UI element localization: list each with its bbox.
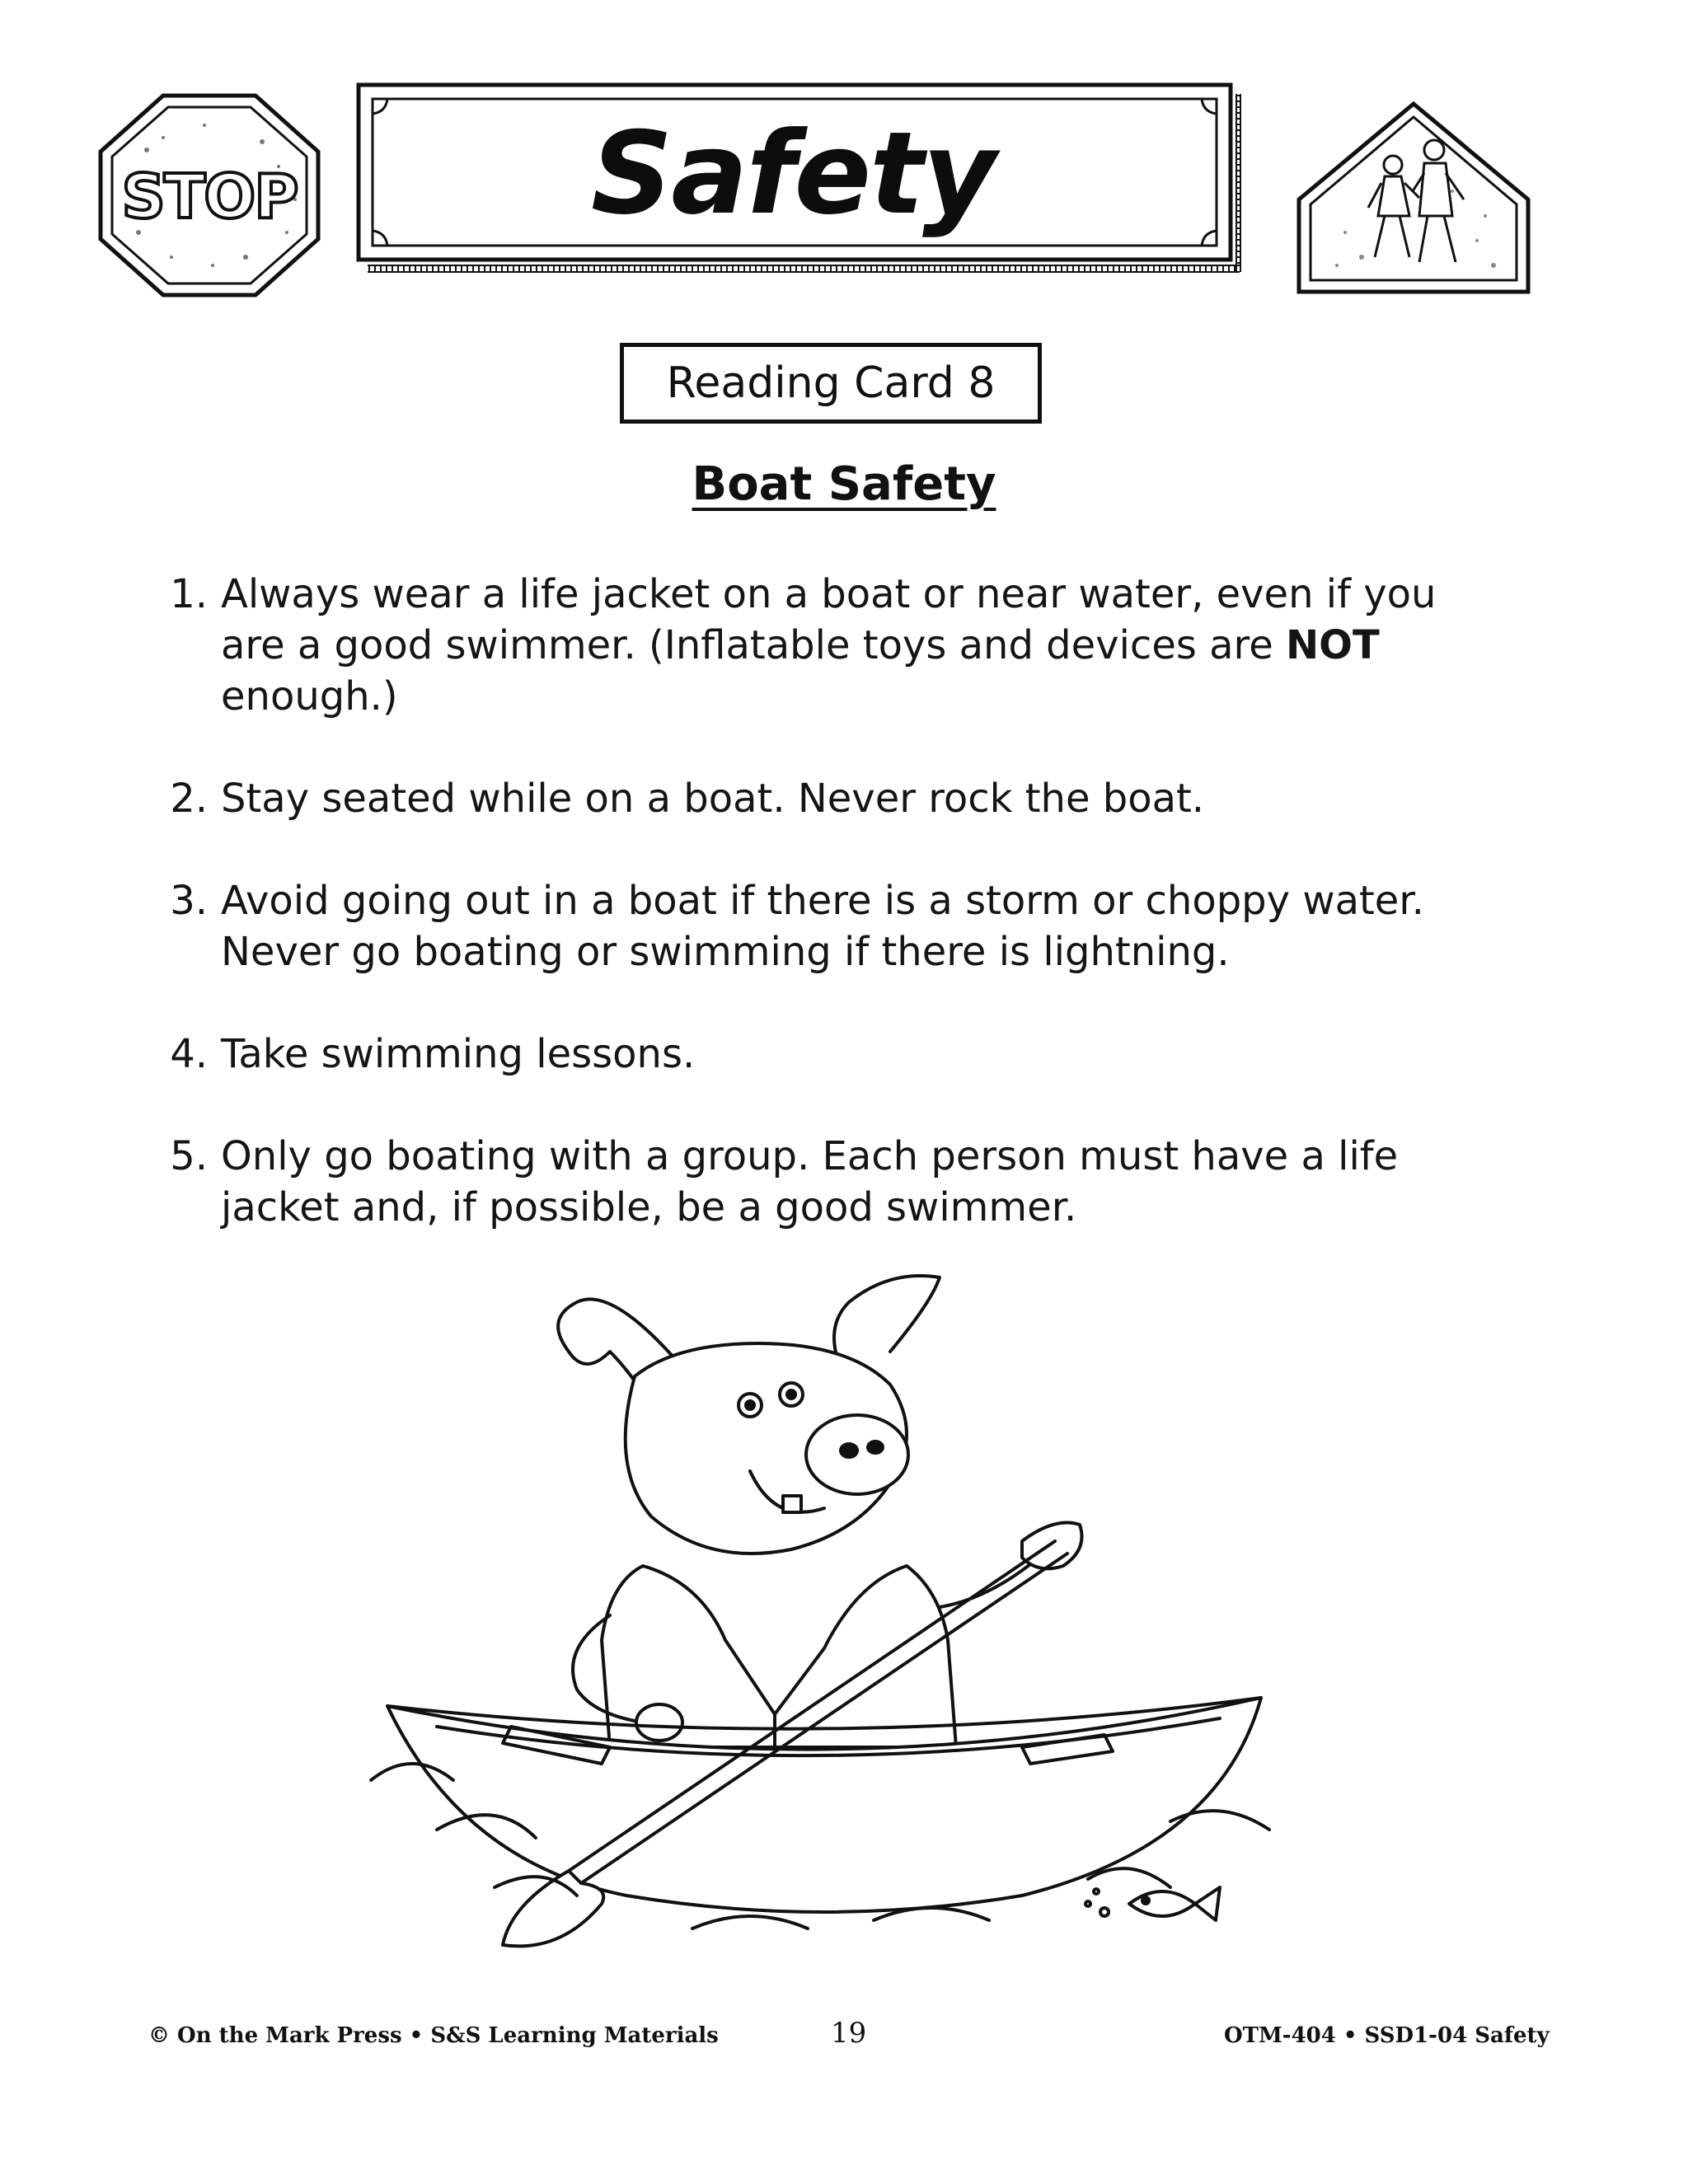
stop-sign-label: STOP bbox=[121, 162, 298, 232]
reading-card-label: Reading Card 8 bbox=[620, 343, 1042, 424]
page-title: Safety bbox=[590, 106, 996, 240]
list-item bbox=[148, 773, 1484, 824]
safety-rules-list bbox=[148, 569, 1484, 1284]
school-crossing-sign-icon bbox=[1296, 101, 1531, 295]
footer-copyright: © On the Mark Press • S&S Learning Materials bbox=[148, 2023, 719, 2048]
footer-catalog-code: OTM-404 • SSD1-04 Safety bbox=[1224, 2023, 1550, 2048]
list-number: 4. bbox=[170, 1031, 208, 1077]
list-item bbox=[148, 569, 1484, 722]
section-title-text: Boat Safety bbox=[692, 457, 996, 511]
list-number: 5. bbox=[170, 1133, 208, 1179]
stop-sign-icon bbox=[97, 92, 321, 298]
list-text bbox=[221, 569, 1484, 722]
list-item bbox=[148, 1029, 1484, 1080]
pig-in-canoe-illustration bbox=[363, 1253, 1319, 1953]
list-text: Avoid going out in a boat if there is a storm or choppy water. Never go boating or swimming if there is lightning. bbox=[221, 878, 1424, 975]
page-number: 19 bbox=[831, 2017, 867, 2050]
section-title bbox=[0, 457, 1688, 511]
list-text-part: enough.) bbox=[221, 673, 398, 719]
list-text: Only go boating with a group. Each person must have a life jacket and, if possible, be a good swimmer. bbox=[221, 1133, 1399, 1230]
list-item bbox=[148, 875, 1484, 977]
list-text: Stay seated while on a boat. Never rock the boat. bbox=[221, 776, 1205, 822]
list-number: 1. bbox=[170, 571, 208, 617]
list-item bbox=[148, 1131, 1484, 1233]
list-text-emphasis: NOT bbox=[1286, 622, 1380, 668]
list-text-part: Always wear a life jacket on a boat or near water, even if you are a good swimmer. (Inflatable toys and devices are bbox=[221, 571, 1437, 668]
list-number: 2. bbox=[170, 776, 208, 822]
list-number: 3. bbox=[170, 878, 208, 924]
list-text: Take swimming lessons. bbox=[221, 1031, 696, 1077]
